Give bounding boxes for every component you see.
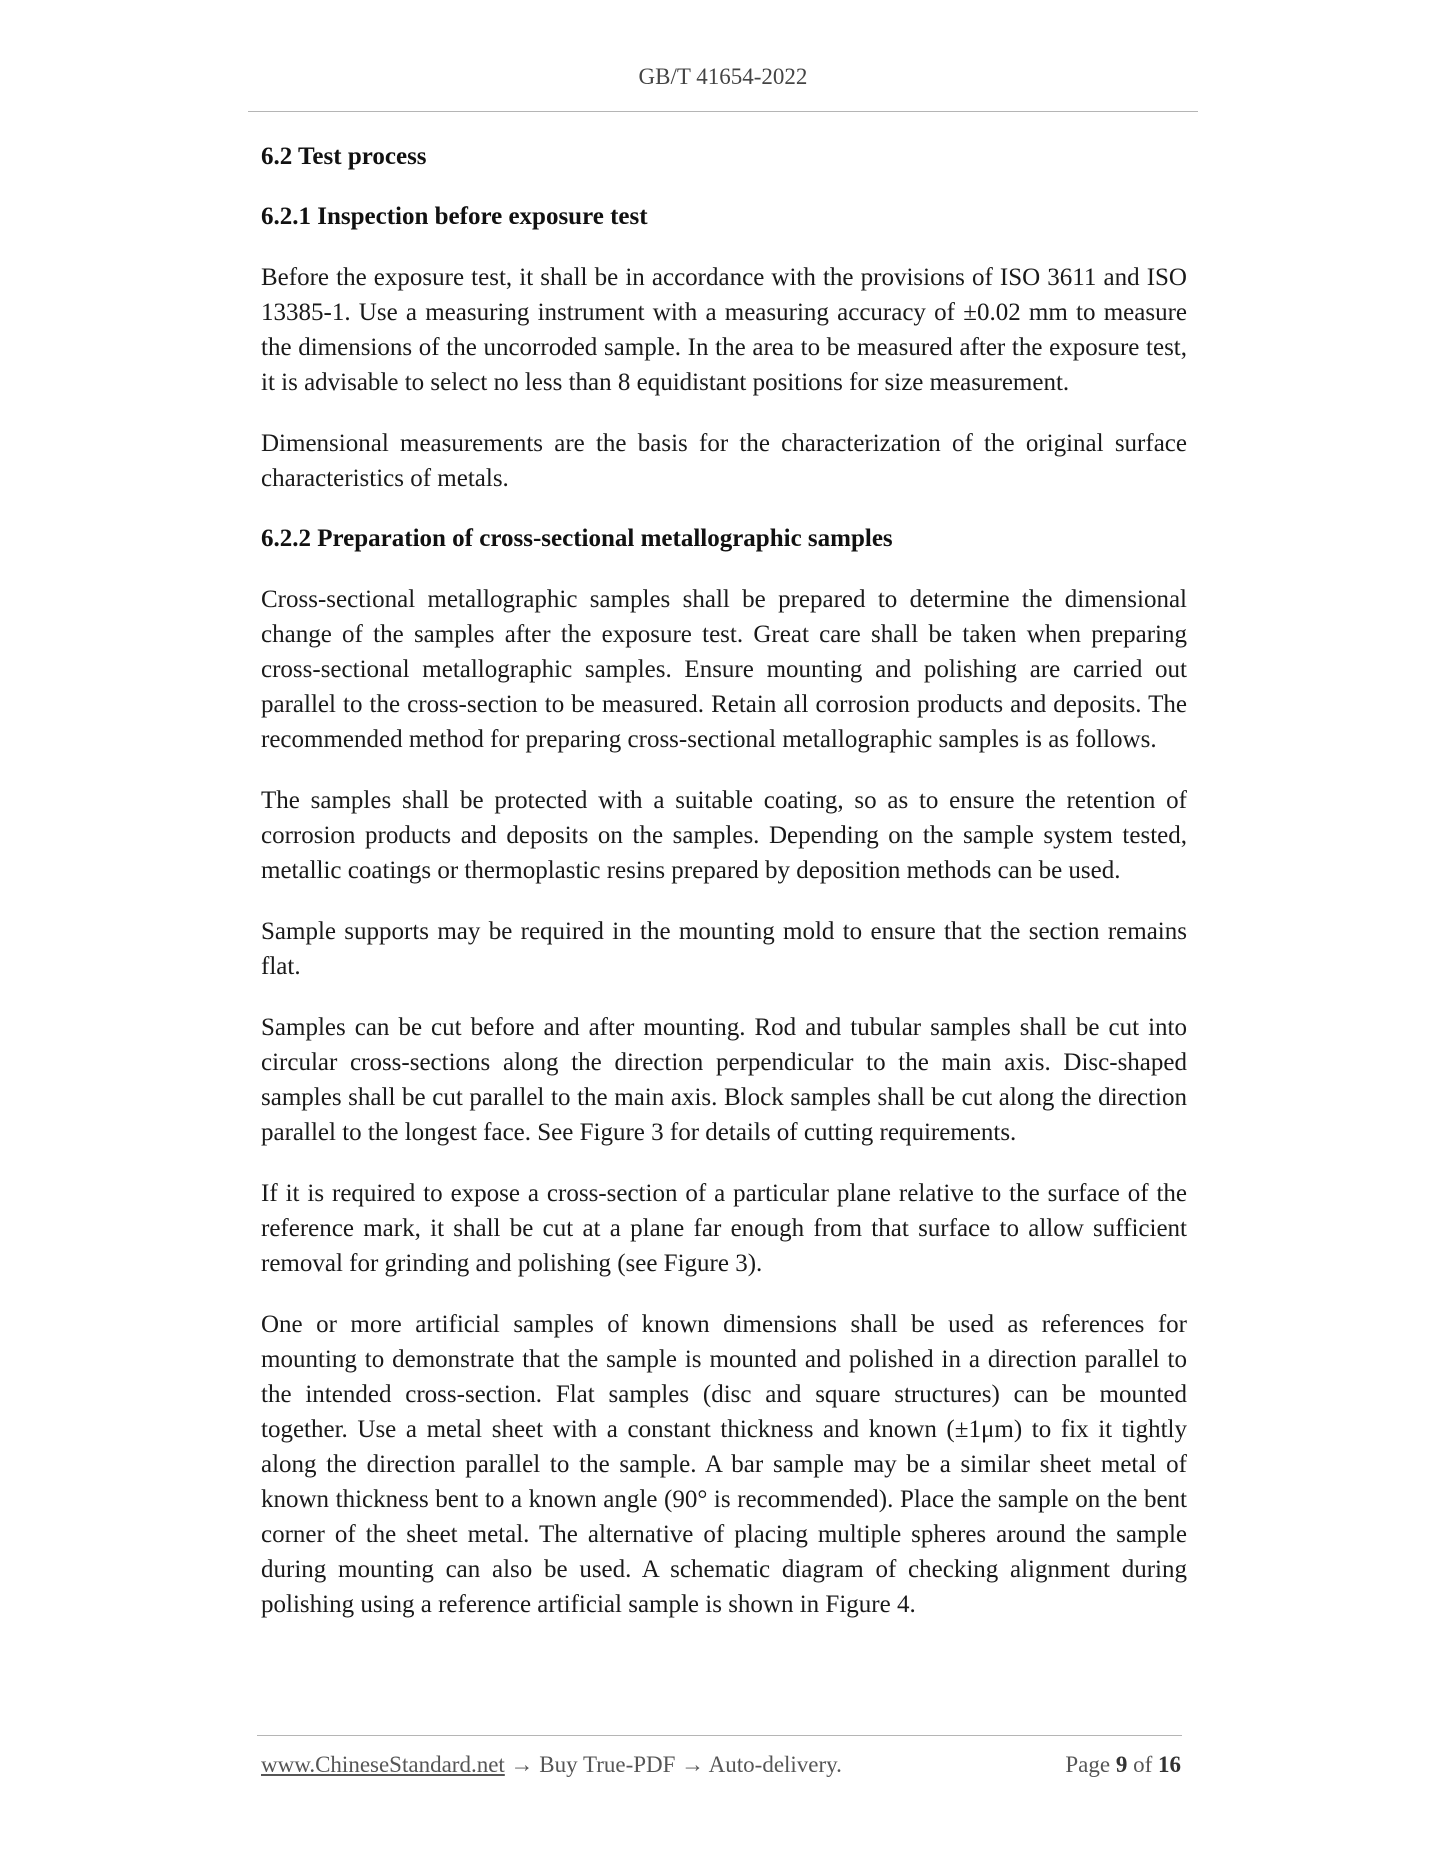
footer-promo <box>261 1752 842 1778</box>
page-indicator <box>1065 1752 1181 1778</box>
paragraph: Dimensional measurements are the basis for the characterization of the original surface characteristics of metals. <box>261 430 1187 492</box>
paragraph: Cross-sectional metallographic samples shall be prepared to determine the dimensional change of the samples after the exposure test. Great care shall be taken when preparing cross-sectional metallographic samples. Ensure mounting and polishing are carried out parallel to the cross-section to be measured. Retain all corrosion products and deposits. The recommended method for preparing cross-sectional metallographic samples is as follows. <box>261 586 1187 753</box>
footer-divider <box>257 1735 1182 1736</box>
footer-tagline: → Buy True-PDF → Auto-delivery. <box>504 1752 842 1777</box>
paragraph: If it is required to expose a cross-section of a particular plane relative to the surface of the reference mark, it shall be cut at a plane far enough from that surface to allow sufficient removal for grinding and polishing (see Figure 3). <box>261 1180 1187 1277</box>
paragraph: Before the exposure test, it shall be in accordance with the provisions of ISO 3611 and ISO 13385-1. Use a measuring instrument with a measuring accuracy of ±0.02 mm to measure the dimensions of the uncorroded sample. In the area to be measured after the exposure test, it is advisable to select no less than 8 equidistant positions for size measurement. <box>261 264 1187 396</box>
header-divider <box>248 111 1198 112</box>
paragraph: The samples shall be protected with a suitable coating, so as to ensure the retention of corrosion products and deposits on the samples. Depending on the sample system tested, metallic coatings or thermoplastic resins prepared by deposition methods can be used. <box>261 787 1187 884</box>
subsection-heading: 6.2.2 Preparation of cross-sectional metallographic samples <box>261 525 893 552</box>
page-content <box>261 140 1187 1648</box>
of-label: of <box>1133 1752 1153 1777</box>
website-link[interactable]: www.ChineseStandard.net <box>261 1752 505 1777</box>
current-page-number: 9 <box>1115 1752 1128 1777</box>
subsection-heading: 6.2.1 Inspection before exposure test <box>261 203 648 230</box>
total-pages-number: 16 <box>1158 1752 1181 1777</box>
paragraph: One or more artificial samples of known dimensions shall be used as references for mounting to demonstrate that the sample is mounted and polished in a direction parallel to the intended cross-section. Flat samples (disc and square structures) can be mounted together. Use a metal sheet with a constant thickness and known (±1μm) to fix it tightly along the direction parallel to the sample. A bar sample may be a similar sheet metal of known thickness bent to a known angle (90° is recommended). Place the sample on the bent corner of the sheet metal. The alternative of placing multiple spheres around the sample during mounting can also be used. A schematic diagram of checking alignment during polishing using a reference artificial sample is shown in Figure 4. <box>261 1311 1187 1618</box>
section-heading: 6.2 Test process <box>261 143 427 170</box>
paragraph: Samples can be cut before and after mounting. Rod and tubular samples shall be cut into circular cross-sections along the direction perpendicular to the main axis. Disc-shaped samples shall be cut parallel to the main axis. Block samples shall be cut along the direction parallel to the longest face. See Figure 3 for details of cutting requirements. <box>261 1014 1187 1146</box>
paragraph: Sample supports may be required in the mounting mold to ensure that the section remains flat. <box>261 918 1187 980</box>
page-label: Page <box>1065 1752 1111 1777</box>
document-id-header: GB/T 41654-2022 <box>638 64 808 89</box>
